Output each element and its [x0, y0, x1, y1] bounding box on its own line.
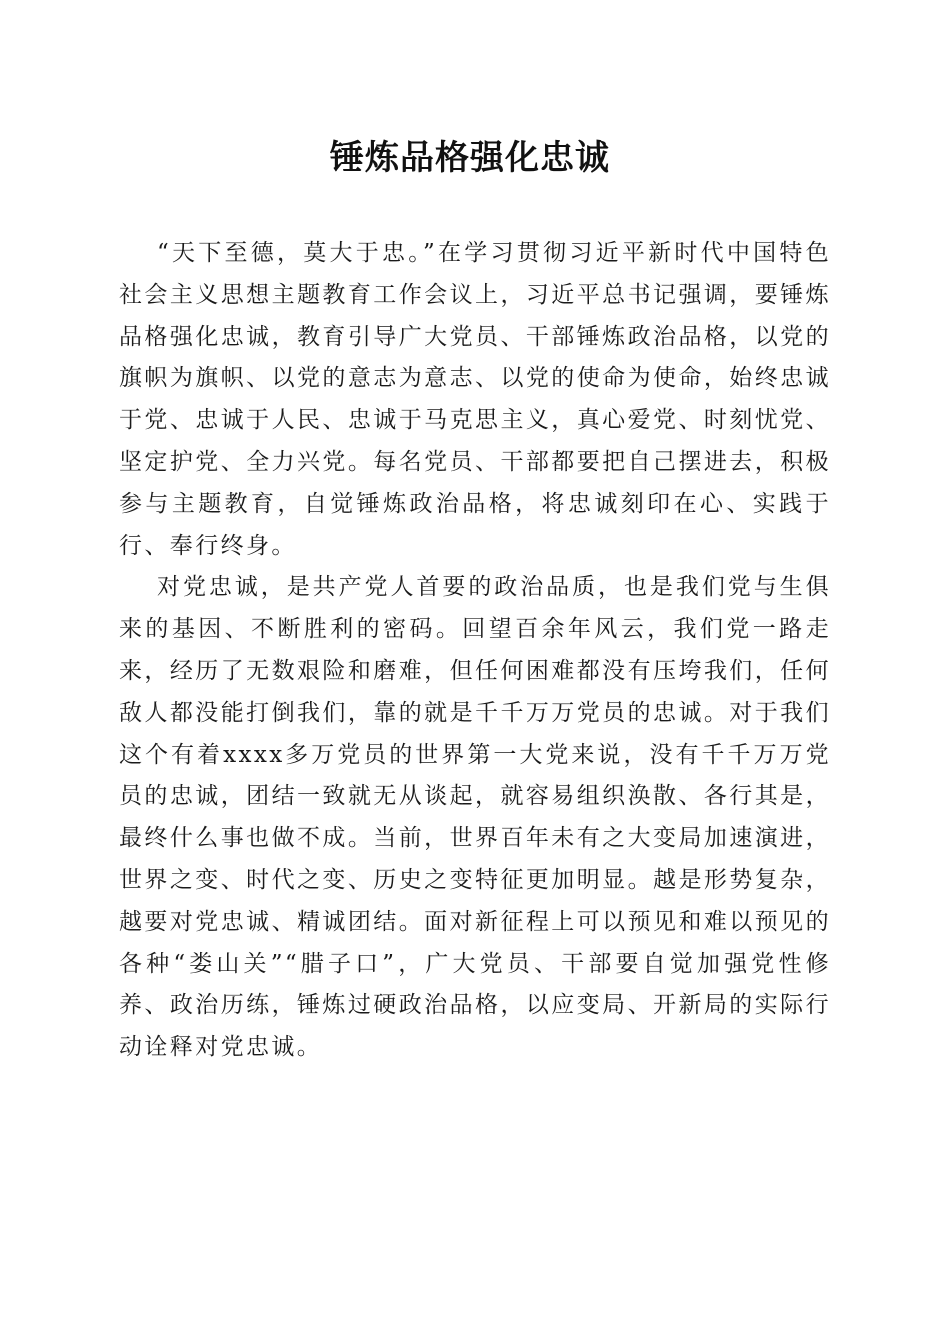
- paragraph-1: “天下至德，莫大于忠。”在学习贯彻习近平新时代中国特色社会主义思想主题教育工作会议上，习近平总书记强调，要锤炼品格强化忠诚，教育引导广大党员、干部锤炼政治品格，以党的旗帜为旗帜、以党的意志为意志、以党的使命为使命，始终忠诚于党、忠诚于人民、忠诚于马克思主义，真心爱党、时刻忧党、坚定护党、全力兴党。每名党员、干部都要把自己摆进去，积极参与主题教育，自觉锤炼政治品格，将忠诚刻印在心、实践于行、奉行终身。: [119, 240, 831, 559]
- document-body: [119, 233, 831, 1069]
- paragraph-2: 对党忠诚，是共产党人首要的政治品质，也是我们党与生俱来的基因、不断胜利的密码。回望百余年风云，我们党一路走来，经历了无数艰险和磨难，但任何困难都没有压垮我们，任何敌人都没能打倒我们，靠的就是千千万万党员的忠诚。对于我们这个有着xxxx多万党员的世界第一大党来说，没有千千万万党员的忠诚，团结一致就无从谈起，就容易组织涣散、各行其是，最终什么事也做不成。当前，世界百年未有之大变局加速演进，世界之变、时代之变、历史之变特征更加明显。越是形势复杂，越要对党忠诚、精诚团结。面对新征程上可以预见和难以预见的各种“娄山关”“腊子口”，广大党员、干部要自觉加强党性修养、政治历练，锤炼过硬政治品格，以应变局、开新局的实际行动诠释对党忠诚。: [119, 574, 831, 1061]
- document-title: 锤炼品格强化忠诚: [330, 138, 610, 178]
